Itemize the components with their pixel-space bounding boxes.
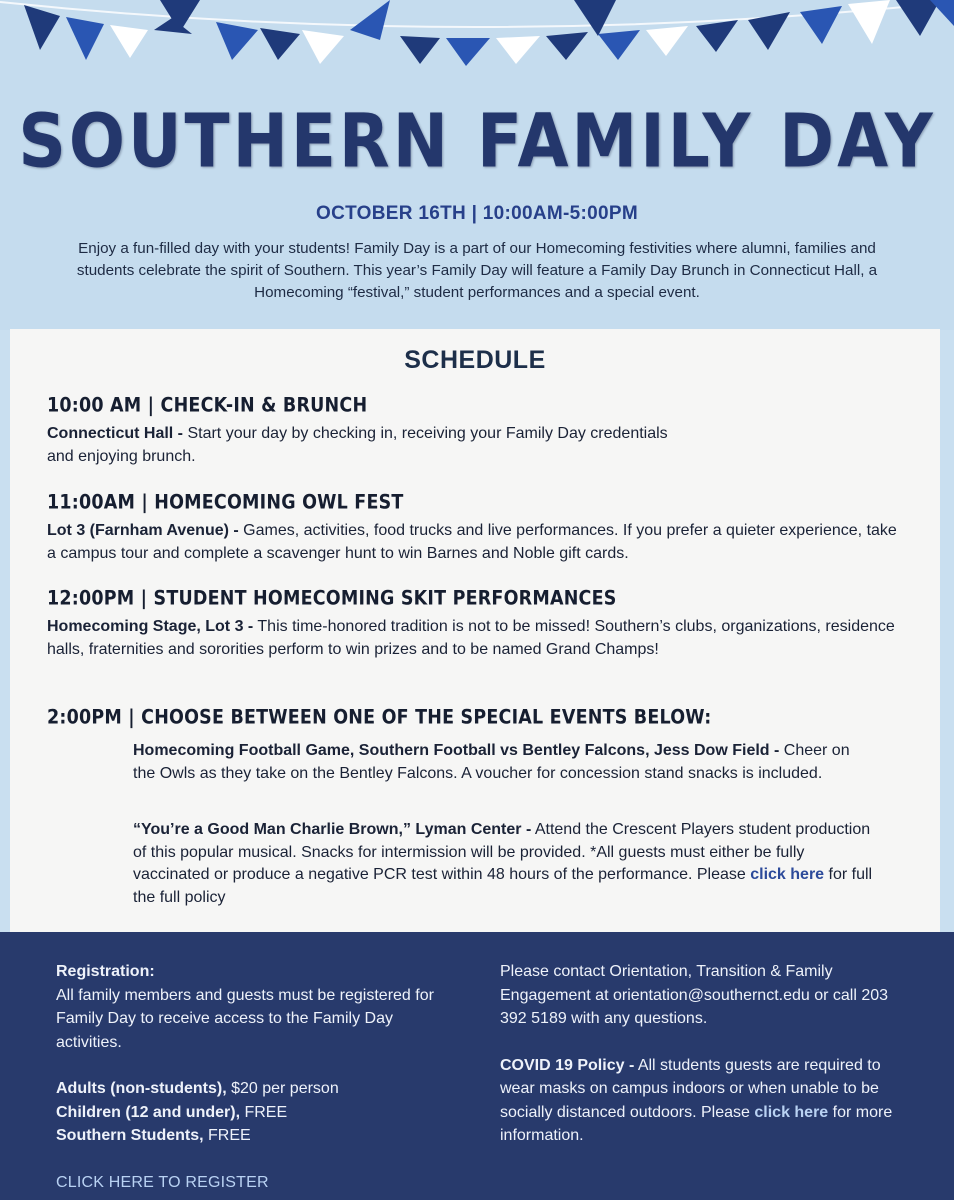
register-link[interactable]: CLICK HERE TO REGISTER — [56, 1173, 269, 1191]
contact-info — [500, 960, 900, 1148]
bunting-flags — [0, 0, 954, 70]
description-text: Games, activities, food trucks and live performances. If you prefer a quieter experience, take a campus tour and complete a scavenger hunt to win Barnes and Noble gift cards. — [47, 522, 897, 562]
price-children: Children (12 and under), FREE — [56, 1103, 288, 1121]
event-title: “You’re a Good Man Charlie Brown,” Lyman Center - — [133, 821, 532, 838]
schedule-panel — [10, 329, 940, 932]
event-description-end: for full the full policy — [133, 866, 873, 906]
schedule-heading: 2:00PM | CHOOSE BETWEEN ONE OF THE SPECIAL EVENTS BELOW: — [47, 707, 712, 729]
covid-label: COVID 19 Policy - — [500, 1056, 635, 1074]
intro-text: Enjoy a fun-filled day with your students! Family Day is a part of our Homecoming festivities where alumni, families and students celebrate the spirit of Southern. This year’s Family Day will feature a Family Day Brunch in Connecticut Hall, a Homecoming “festival,” student performances and a special event. — [76, 240, 878, 301]
schedule-description — [47, 423, 687, 468]
location-label: Homecoming Stage, Lot 3 - — [47, 618, 254, 635]
event-title: Homecoming Football Game, Southern Football vs Bentley Falcons, Jess Dow Field - — [133, 742, 780, 759]
schedule-title: SCHEDULE — [404, 346, 546, 374]
special-event-musical — [133, 819, 873, 909]
registration-info — [56, 960, 451, 1194]
price-students: Southern Students, FREE — [56, 1127, 251, 1144]
schedule-item-skit — [47, 588, 907, 661]
schedule-description — [47, 616, 907, 661]
header-area — [0, 0, 954, 330]
schedule-heading: 12:00PM | STUDENT HOMECOMING SKIT PERFORMANCES — [47, 588, 617, 610]
schedule-heading: 10:00 AM | CHECK-IN & BRUNCH — [47, 395, 368, 417]
schedule-item-owlfest — [47, 492, 907, 565]
schedule-description — [47, 520, 907, 565]
location-label: Lot 3 (Farnham Avenue) - — [47, 522, 239, 539]
event-description: Cheer on the Owls as they take on the Bentley Falcons. A voucher for concession stand snacks is included. — [133, 742, 850, 782]
bunting-decoration — [0, 0, 954, 70]
covid-policy-link[interactable]: click here — [754, 1103, 829, 1121]
price-adults: Adults (non-students), $20 per person — [56, 1080, 339, 1097]
covid-policy: COVID 19 Policy - All students guests are required to wear masks on campus indoors or when unable to be socially distanced outdoors. Please click here for more information. — [500, 1056, 893, 1144]
special-event-football — [133, 740, 873, 785]
event-date: OCTOBER 16TH | 10:00AM-5:00PM — [316, 203, 638, 224]
location-label: Connecticut Hall - — [47, 425, 184, 442]
page-title: SOUTHERN FAMILY DAY — [18, 98, 936, 185]
description-text: This time-honored tradition is not to be missed! Southern’s clubs, organizations, residence halls, fraternities and sororities perform to win prizes and to be named Grand Champs! — [47, 618, 895, 658]
footer — [0, 932, 954, 1200]
event-description: Attend the Crescent Players student production of this popular musical. Snacks for intermission will be provided. *All guests must either be fully vaccinated or produce a negative PCR test within 48 hours of the performance. Please — [133, 821, 871, 883]
registration-text: All family members and guests must be registered for Family Day to receive access to the Family Day activities. — [56, 986, 434, 1051]
schedule-item-checkin — [47, 395, 907, 468]
schedule-heading: 11:00AM | HOMECOMING OWL FEST — [47, 492, 404, 514]
description-text: Start your day by checking in, receiving your Family Day credentials and enjoying brunch. — [47, 425, 668, 465]
registration-label: Registration: — [56, 963, 155, 980]
schedule-item-special-events — [47, 707, 907, 727]
policy-link[interactable]: click here — [750, 866, 825, 883]
contact-text: Please contact Orientation, Transition & Family Engagement at orientation@southernct.edu or call 203 392 5189 with any questions. — [500, 963, 889, 1027]
